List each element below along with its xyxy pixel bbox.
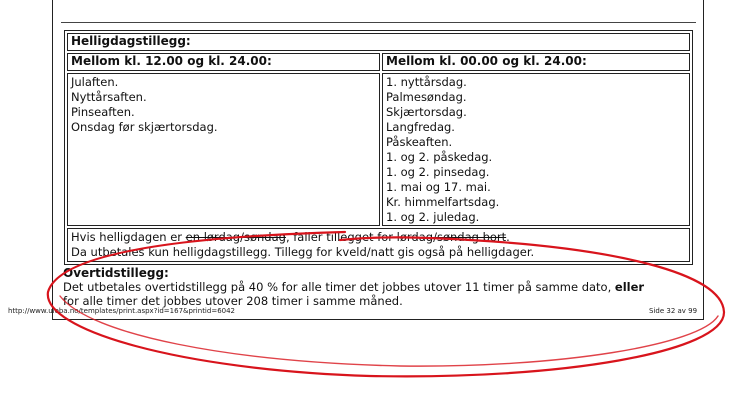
holiday-title: Helligdagstillegg: (67, 33, 690, 51)
col2-item: Påskeaften. (386, 135, 453, 149)
footer-page-number: Side 32 av 99 (649, 307, 698, 315)
struck-text: lørdag/søndag bort (396, 230, 507, 244)
col2-item: Skjærtorsdag. (386, 105, 467, 119)
struck-text: en lørdag/søndag (185, 230, 286, 244)
overtime-text: Det utbetales overtidstillegg på 40 % for alle timer det jobbes utover 11 timer på samme dato, eller (63, 280, 645, 294)
overtime-title: Overtidstillegg: (63, 266, 169, 280)
col1-header: Mellom kl. 12.00 og kl. 24.00: (67, 53, 380, 71)
holiday-note (67, 228, 690, 262)
header-rule (61, 22, 696, 23)
note-line-2: Da utbetales kun helligdagstillegg. Tillegg for kveld/natt gis også på helligdager. (71, 245, 535, 259)
col2-header: Mellom kl. 00.00 og kl. 24.00: (382, 53, 690, 71)
col1-item: Pinseaften. (71, 105, 135, 119)
note-line-1: Hvis helligdagen er en lørdag/søndag, faller tillegget for lørdag/søndag bort. (71, 230, 510, 244)
col1-item: Onsdag før skjærtorsdag. (71, 120, 218, 134)
col2-item: Langfredag. (386, 120, 455, 134)
holiday-table (64, 30, 693, 265)
col2-item: 1. og 2. påskedag. (386, 150, 493, 164)
col2-list (382, 73, 690, 226)
col1-list (67, 73, 380, 226)
col2-item: Kr. himmelfartsdag. (386, 195, 500, 209)
col2-item: 1. mai og 17. mai. (386, 180, 491, 194)
col2-item: Palmesøndag. (386, 90, 467, 104)
col2-item: 1. nyttårsdag. (386, 75, 467, 89)
col1-item: Nyttårsaften. (71, 90, 147, 104)
footer-url: http://www.uloba.no/templates/print.aspx?id=167&printid=6042 (8, 307, 236, 315)
overtime-bold-word: eller (614, 280, 645, 294)
overtime-text-2: for alle timer det jobbes utover 208 timer i samme måned. (63, 294, 403, 308)
overtime-section (63, 266, 703, 308)
col1-item: Julaften. (71, 75, 119, 89)
col2-item: 1. og 2. juledag. (386, 210, 480, 224)
col2-item: 1. og 2. pinsedag. (386, 165, 490, 179)
